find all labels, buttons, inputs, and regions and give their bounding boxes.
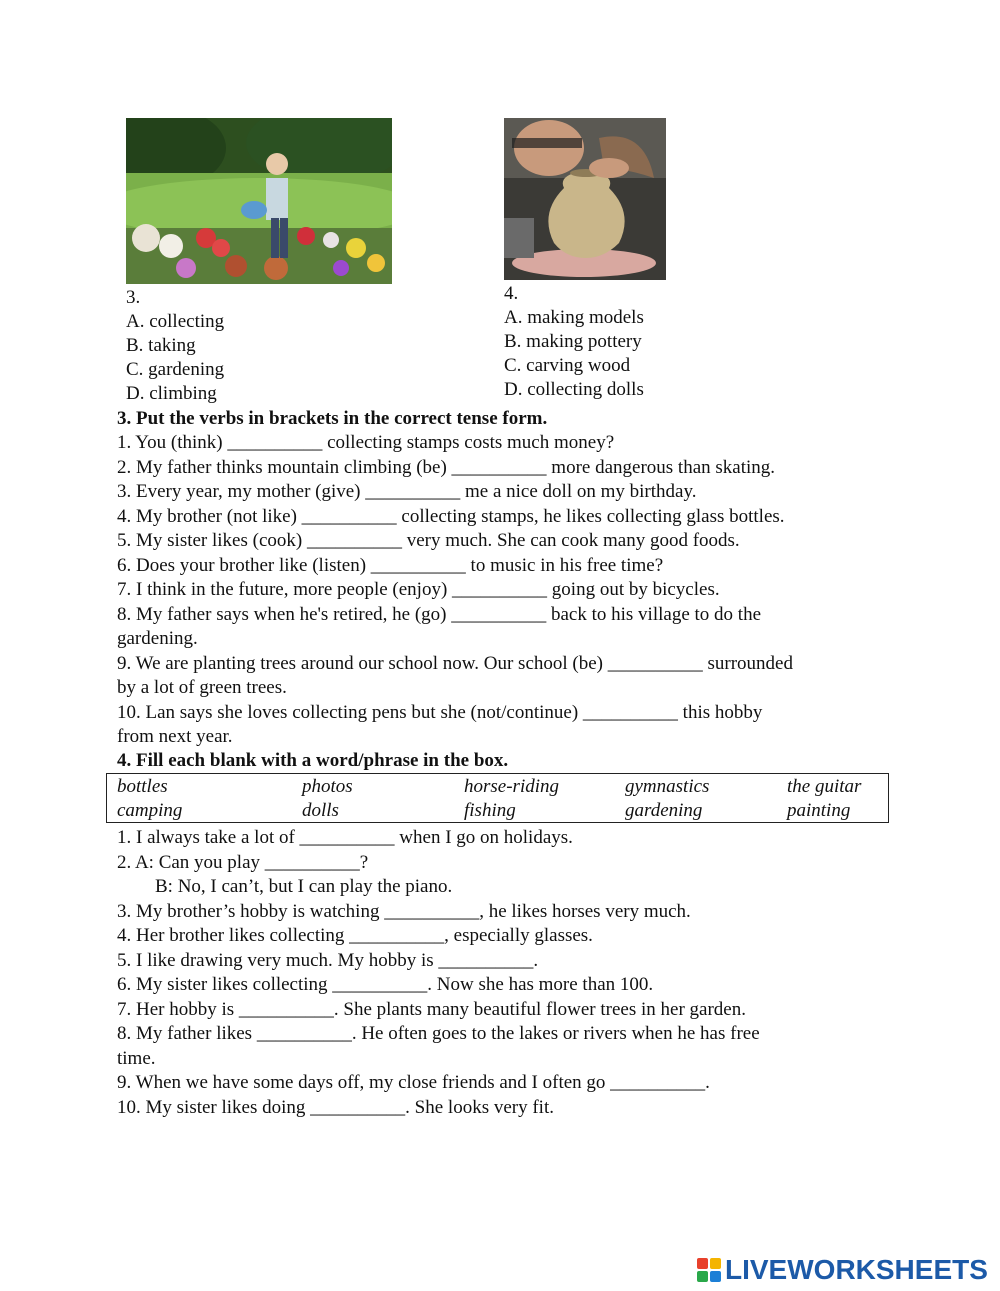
section-3-line[interactable]: 5. My sister likes (cook) __________ very much. She can cook many good foods. [117,530,740,551]
section-3-line[interactable]: 9. We are planting trees around our school now. Our school (be) __________ surrounded [117,652,793,674]
section-3-line[interactable]: 6. Does your brother like (listen) __________ to music in his free time? [117,554,664,576]
question-3-number: 3. [126,287,141,308]
gardening-photo [126,118,392,284]
section-4-line[interactable]: 8. My father likes __________. He often goes to the lakes or rivers when he has free [117,1023,760,1044]
question-4-option-c[interactable]: C. carving wood [504,355,631,376]
section-4-line: B: No, I can’t, but I can play the piano. [117,876,453,897]
pottery-photo [504,118,666,280]
section-4-line[interactable]: 9. When we have some days off, my close friends and I often go __________. [117,1072,710,1093]
section-4-line: time. [117,1047,156,1069]
word-box-item: horse-riding [464,776,559,797]
question-3-option-d[interactable]: D. climbing [126,383,217,404]
section-4-line[interactable]: 5. I like drawing very much. My hobby is __________. [117,949,539,971]
word-box-item: photos [302,776,353,797]
logo-block [697,1271,708,1282]
section-3-heading: 3. Put the verbs in brackets in the correct tense form. [117,408,548,429]
section-3-line[interactable]: 8. My father says when he's retired, he (go) __________ back to his village to do the [117,603,761,625]
section-3-line: by a lot of green trees. [117,677,287,698]
word-box-item: bottles [117,776,168,797]
word-box [106,773,889,823]
section-4-line[interactable]: 3. My brother’s hobby is watching __________, he likes horses very much. [117,900,691,922]
logo-text: LIVEWORKSHEETS [725,1254,988,1285]
section-3-line[interactable]: 1. You (think) __________ collecting stamps costs much money? [117,432,615,453]
section-3-line: gardening. [117,628,198,649]
section-4-line[interactable]: 10. My sister likes doing __________. She looks very fit. [117,1096,554,1118]
liveworksheets-logo [697,1252,988,1288]
section-3-line[interactable]: 2. My father thinks mountain climbing (be) __________ more dangerous than skating. [117,456,776,478]
section-3-line[interactable]: 3. Every year, my mother (give) __________ me a nice doll on my birthday. [117,481,697,502]
word-box-item: dolls [302,800,339,821]
logo-block [697,1258,708,1269]
question-4-option-a[interactable]: A. making models [504,307,644,328]
section-4-heading: 4. Fill each blank with a word/phrase in the box. [117,750,509,771]
section-3-line[interactable]: 7. I think in the future, more people (enjoy) __________ going out by bicycles. [117,579,720,600]
word-box-item: fishing [464,800,516,821]
section-3-line: from next year. [117,726,233,747]
section-4-line[interactable]: 7. Her hobby is __________. She plants many beautiful flower trees in her garden. [117,998,746,1020]
question-4-number: 4. [504,283,519,304]
word-box-item: painting [787,800,851,821]
logo-blocks-icon [697,1258,721,1282]
section-3-line[interactable]: 10. Lan says she loves collecting pens but she (not/continue) __________ this hobby [117,701,763,723]
section-4-line[interactable]: 1. I always take a lot of __________ when I go on holidays. [117,827,573,848]
section-4-line[interactable]: 2. A: Can you play __________? [117,851,369,873]
logo-block [710,1271,721,1282]
logo-block [710,1258,721,1269]
question-4-option-d[interactable]: D. collecting dolls [504,379,644,400]
section-4-line[interactable]: 4. Her brother likes collecting __________, especially glasses. [117,925,593,946]
word-box-item: gardening [625,800,703,821]
question-3-option-b[interactable]: B. taking [126,335,196,356]
section-3-line[interactable]: 4. My brother (not like) __________ collecting stamps, he likes collecting glass bottles. [117,505,785,527]
word-box-item: the guitar [787,776,862,797]
section-4-line[interactable]: 6. My sister likes collecting __________. Now she has more than 100. [117,974,654,995]
word-box-item: camping [117,800,183,821]
question-3-option-a[interactable]: A. collecting [126,311,225,332]
question-3-option-c[interactable]: C. gardening [126,359,225,380]
word-box-item: gymnastics [625,776,710,797]
question-4-option-b[interactable]: B. making pottery [504,331,642,352]
